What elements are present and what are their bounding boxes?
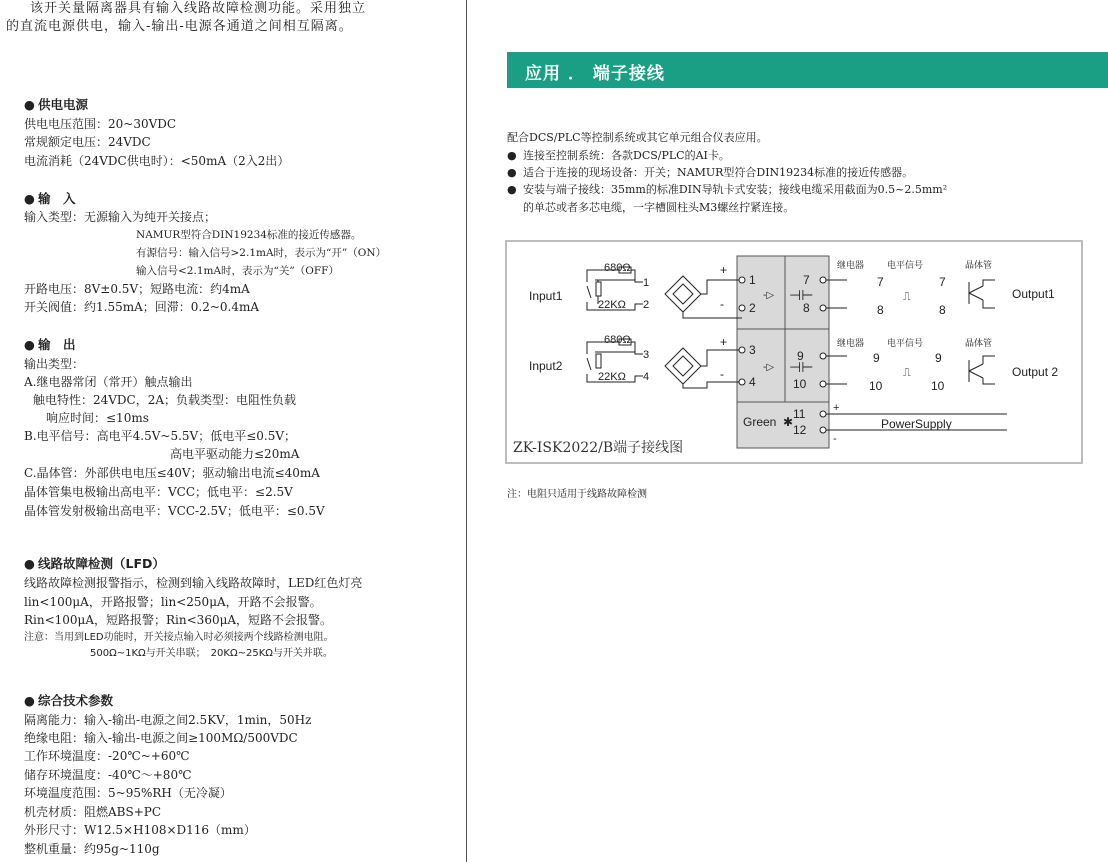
r2-label: 22KΩ	[598, 371, 626, 383]
svg-text:-: -	[720, 367, 724, 381]
output-line: A.继电器常闭（常开）触点输出	[24, 375, 193, 389]
app-bullet: ● 适合于连接的现场设备：开关；NAMUR型符合DIN19234标准的接近传感器。	[507, 166, 914, 179]
input-line: 输入类型：无源输入为纯开关接点；	[24, 210, 217, 224]
svg-text:8: 8	[803, 301, 810, 315]
lfd-line: lin<100μA，开路报警；lin<250μA，开路不会报警。	[24, 595, 322, 609]
spec-line: 机壳材质：阻燃ABS+PC	[24, 805, 162, 819]
svg-text:+: +	[833, 402, 840, 414]
svg-text:8: 8	[939, 303, 946, 317]
r1-label: 680Ω	[604, 334, 631, 346]
svg-text:7: 7	[939, 275, 946, 289]
wiring-svg	[507, 242, 1081, 462]
svg-text:晶体管: 晶体管	[965, 338, 993, 348]
svg-text:3: 3	[749, 343, 756, 357]
svg-text:2: 2	[643, 299, 650, 311]
wiring-diagram	[505, 240, 1083, 464]
power-line: 电流消耗（24VDC供电时）：<50mA（2入2出）	[24, 154, 290, 168]
app-intro: 配合DCS/PLC等控制系统或其它单元组合仪表应用。	[507, 131, 768, 144]
svg-text:继电器: 继电器	[837, 260, 865, 270]
svg-text:9: 9	[873, 351, 880, 365]
svg-text:11: 11	[793, 407, 806, 421]
section-banner	[507, 52, 1108, 88]
svg-text:7: 7	[803, 273, 810, 287]
section-title: 应用 ． 端子接线	[525, 64, 665, 84]
sensor-1	[665, 276, 701, 312]
input1-label: Input1	[529, 289, 563, 303]
svg-text:9: 9	[797, 349, 804, 363]
svg-text:-▷: -▷	[763, 290, 775, 301]
input2-label: Input2	[529, 359, 563, 373]
svg-text:7: 7	[877, 275, 884, 289]
intro-line-1: 该开关量隔离器具有输入线路故障检测功能。采用独立	[30, 1, 367, 16]
sensor-2	[665, 348, 701, 384]
svg-text:2: 2	[749, 301, 756, 315]
input-line: 开路电压：8V±0.5V；短路电流：约4mA	[24, 282, 250, 296]
svg-text:-▷: -▷	[763, 362, 775, 373]
output-line: C.晶体管：外部供电电压≤40V；驱动输出电流≤40mA	[24, 466, 320, 480]
spec-line: 绝缘电阻：输入-输出-电源之间≥100MΩ/500VDC	[24, 731, 298, 745]
svg-text:继电器: 继电器	[837, 338, 865, 348]
svg-text:⊣⊢: ⊣⊢	[789, 287, 814, 303]
r1-label: 680Ω	[604, 262, 631, 274]
lfd-note: 500Ω~1KΩ与开关串联； 20KΩ~25KΩ与开关并联。	[90, 648, 333, 659]
lfd-line: Rin<100μA，短路报警；Rin<360μA，短路不会报警。	[24, 613, 333, 627]
svg-text:⊣⊢: ⊣⊢	[789, 359, 814, 375]
left-column	[0, 0, 466, 862]
power-line: 常规额定电压：24VDC	[24, 135, 151, 149]
output1-label: Output1	[1012, 287, 1055, 301]
svg-text:9: 9	[935, 351, 942, 365]
svg-text:4: 4	[643, 371, 650, 383]
svg-text:12: 12	[793, 423, 807, 437]
power-line: 供电电压范围：20~30VDC	[24, 117, 177, 131]
output-line: 高电平驱动能力≤20mA	[170, 447, 300, 461]
spec-line: 工作环境温度：-20℃~+60℃	[24, 749, 190, 763]
diagram-caption: ZK-ISK2022/B端子接线图	[513, 440, 684, 456]
r2-label: 22KΩ	[598, 299, 626, 311]
svg-text:10: 10	[931, 379, 945, 393]
output2-label: Output 2	[1012, 365, 1059, 379]
svg-text:+: +	[720, 263, 728, 277]
power-heading: ● 供电电源	[24, 97, 89, 112]
spec-line: 外形尺寸：W12.5×H108×D116（mm）	[24, 823, 256, 837]
input-heading: ● 输 入	[24, 191, 76, 206]
spec-line: 储存环境温度：-40℃～+80℃	[24, 768, 192, 782]
app-continuation: 的单芯或者多芯电缆，一字槽圆柱头M3螺丝拧紧连接。	[523, 201, 795, 214]
output-line: 晶体管发射极输出高电平：VCC-2.5V；低电平：≤0.5V	[24, 504, 325, 518]
input-line: 输入信号<2.1mA时，表示为“关”（OFF）	[136, 265, 339, 277]
svg-text:电平信号: 电平信号	[887, 260, 924, 270]
svg-text:电平信号: 电平信号	[887, 338, 924, 348]
lfd-note: 注意：当用到LED功能时，开关接点输入时必须接两个线路检测电阻。	[24, 632, 334, 643]
input-line: NAMUR型符合DIN19234标准的接近传感器。	[136, 229, 362, 241]
intro-line-2: 的直流电源供电，输入-输出-电源各通道之间相互隔离。	[6, 19, 353, 34]
svg-text:⎍: ⎍	[903, 367, 911, 379]
svg-text:8: 8	[877, 303, 884, 317]
svg-text:⎍: ⎍	[903, 291, 911, 303]
input-line: 开关阀值：约1.55mA；回滞：0.2~0.4mA	[24, 300, 260, 314]
output-line: 触电特性：24VDC，2A；负载类型：电阻性负载	[33, 393, 297, 407]
svg-text:4: 4	[749, 375, 756, 389]
green-led-label: Green	[743, 415, 777, 429]
svg-text:晶体管: 晶体管	[965, 260, 993, 270]
svg-text:+: +	[720, 335, 728, 349]
specs-heading: ● 综合技术参数	[24, 693, 114, 708]
svg-text:1: 1	[749, 273, 756, 287]
svg-text:1: 1	[643, 277, 650, 289]
svg-text:-: -	[720, 297, 724, 311]
output-line: 响应时间：≤10ms	[46, 411, 149, 425]
spec-line: 整机重量：约95g~110g	[24, 842, 160, 856]
svg-text:10: 10	[793, 377, 807, 391]
svg-text:3: 3	[643, 349, 650, 361]
output-heading: ● 输 出	[24, 337, 76, 352]
svg-text:-: -	[833, 433, 837, 445]
output-line: 输出类型：	[24, 357, 85, 371]
power-supply-label: PowerSupply	[881, 417, 952, 431]
spec-line: 隔离能力：输入-输出-电源之间2.5KV，1min，50Hz	[24, 713, 312, 727]
lfd-line: 线路故障检测报警指示，检测到输入线路故障时，LED红色灯亮	[24, 576, 363, 590]
spec-line: 环境温度范围：5~95%RH（无冷凝）	[24, 786, 232, 800]
app-bullet: ● 安装与端子接线：35mm的标准DIN导轨卡式安装；接线电缆采用截面为0.5~2.5mm²	[507, 183, 948, 196]
lfd-heading: ● 线路故障检测（LFD）	[24, 556, 165, 571]
input-line: 有源信号：输入信号>2.1mA时，表示为“开”（ON）	[136, 247, 387, 259]
svg-text:10: 10	[869, 379, 883, 393]
output-line: B.电平信号：高电平4.5V~5.5V；低电平≤0.5V；	[24, 429, 296, 443]
app-bullet: ● 连接至控制系统：各款DCS/PLC的AI卡。	[507, 149, 730, 162]
footnote: 注：电阻只适用于线路故障检测	[507, 489, 647, 500]
output-line: 晶体管集电极输出高电平：VCC；低电平：≤2.5V	[24, 485, 293, 499]
right-column	[467, 0, 1108, 862]
svg-text:✱: ✱	[783, 415, 794, 429]
